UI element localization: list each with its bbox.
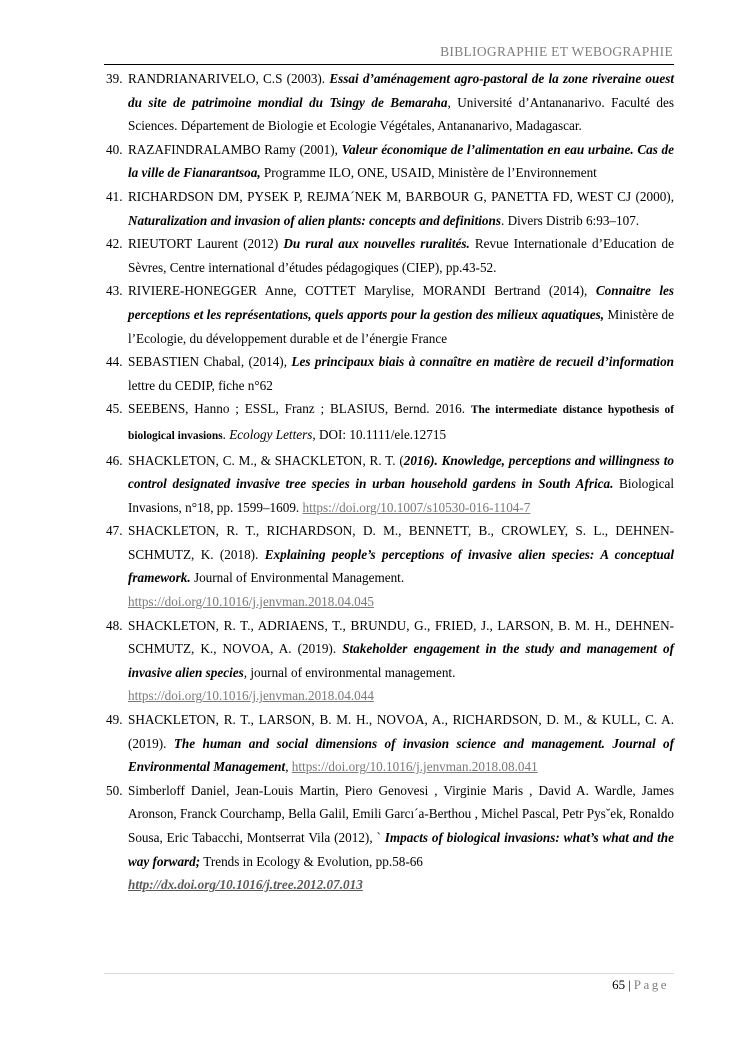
reference-number: 41.	[106, 188, 123, 204]
reference-details: , Université d’Antananarivo. Faculté des Sciences. Département de Biologie et Ecologie Végétales, Antananarivo, Madagascar.	[128, 94, 674, 134]
reference-item	[106, 279, 674, 350]
reference-title: Connaitre les perceptions et les représentations, quels apports pour la gestion des milieux aquatiques,	[128, 283, 674, 322]
reference-authors: RANDRIANARIVELO, C.S (2003).	[128, 71, 330, 86]
reference-number: 44.	[106, 354, 123, 370]
reference-item	[106, 449, 674, 520]
reference-title: Impacts of biological invasions: what’s what and the way forward;	[128, 830, 674, 869]
reference-title: Explaining people’s perceptions of invasive alien species: A conceptual framework.	[128, 546, 674, 586]
reference-item	[106, 350, 674, 397]
footer-separator: |	[628, 977, 631, 992]
reference-number: 50.	[106, 782, 123, 798]
reference-item	[106, 185, 674, 232]
running-header: BIBLIOGRAPHIE ET WEBOGRAPHIE	[440, 44, 673, 59]
reference-number: 48.	[106, 617, 123, 633]
reference-journal: Ecology Letters	[229, 426, 313, 442]
reference-authors: RIVIERE-HONEGGER Anne, COTTET Marylise, MORANDI Bertrand (2014),	[128, 283, 596, 299]
reference-item	[106, 232, 674, 279]
page-label: Page	[633, 977, 669, 992]
reference-title: Valeur économique de l’alimentation en eau urbaine. Cas de la ville de Fianarantsoa,	[128, 141, 674, 181]
reference-item	[106, 708, 674, 779]
reference-authors: RAZAFINDRALAMBO Ramy (2001),	[128, 141, 342, 157]
reference-item	[106, 138, 674, 185]
reference-details: Journal of Environmental Management.	[190, 570, 405, 586]
reference-title: Du rural aux nouvelles ruralités.	[283, 236, 470, 252]
reference-number: 46.	[106, 452, 123, 468]
reference-doi-link[interactable]: https://doi.org/10.1016/j.jenvman.2018.08.041	[291, 759, 538, 775]
reference-title: Les principaux biais à connaître en matière de recueil d’information	[291, 354, 674, 370]
reference-details: Ministère de l’Ecologie, du développement durable et de l’énergie France	[128, 306, 674, 346]
reference-authors: SHACKLETON, R. T., ADRIAENS, T., BRUNDU, G., FRIED, J., LARSON, B. M. H., DEHNEN-SCHMUTZ, K., NOVOA, A. (2019).	[128, 617, 674, 657]
reference-doi-link[interactable]: http://dx.doi.org/10.1016/j.tree.2012.07.013	[128, 877, 363, 893]
reference-authors: SHACKLETON, C. M., & SHACKLETON, R. T. (	[128, 452, 404, 468]
reference-details: Programme ILO, ONE, USAID, Ministère de l’Environnement	[260, 165, 597, 181]
reference-title: Essai d’aménagement agro-pastoral de la zone riveraine ouest du site de patrimoine mondial du Tsingy de Bemaraha	[128, 71, 674, 110]
header-divider	[104, 64, 674, 65]
reference-authors: SHACKLETON, R. T., LARSON, B. M. H., NOVOA, A., RICHARDSON, D. M., & KULL, C. A. (2019).	[128, 712, 674, 751]
reference-doi-link[interactable]: https://doi.org/10.1016/j.jenvman.2018.04.044	[128, 688, 374, 704]
reference-authors: SEBASTIEN Chabal, (2014),	[128, 354, 292, 370]
reference-details: ,	[285, 759, 292, 775]
reference-title: The human and social dimensions of invasion science and management. Journal of Environmental Management	[128, 735, 674, 775]
reference-number: 43.	[106, 283, 123, 299]
reference-number: 45.	[106, 401, 123, 417]
reference-item	[106, 519, 674, 613]
reference-authors: RICHARDSON DM, PYSEK P, REJMA´NEK M, BARBOUR G, PANETTA FD, WEST CJ (2000),	[128, 188, 674, 204]
reference-item	[106, 67, 674, 138]
reference-details: Biological Invasions, n°18, pp. 1599–1609.	[128, 476, 674, 515]
reference-details: Revue Internationale d’Education de Sèvres, Centre international d’études pédagogiques (CIEP), pp.43-52.	[128, 236, 674, 275]
reference-title: 2016). Knowledge, perceptions and willingness to control designated invasive tree species in urban household gardens in South Africa.	[128, 452, 674, 492]
reference-item	[106, 779, 674, 897]
footer-divider	[104, 973, 674, 974]
reference-details: , journal of environmental management.	[243, 664, 456, 680]
reference-number: 39.	[106, 71, 123, 86]
reference-list	[106, 67, 674, 897]
reference-number: 49.	[106, 712, 123, 728]
reference-title: The intermediate distance hypothesis of biological invasions	[128, 404, 674, 442]
reference-number: 40.	[106, 141, 123, 157]
reference-authors: SEEBENS, Hanno ; ESSL, Franz ; BLASIUS, Bernd. 2016.	[128, 401, 471, 417]
reference-details: Trends in Ecology & Evolution, pp.58-66	[200, 853, 423, 869]
reference-details: lettre du CEDIP, fiche n°62	[128, 377, 273, 393]
page-footer	[612, 977, 669, 993]
reference-doi-link[interactable]: https://doi.org/10.1007/s10530-016-1104-7	[302, 499, 531, 515]
reference-item	[106, 614, 674, 708]
reference-number: 42.	[106, 236, 123, 252]
reference-details: , DOI: 10.1111/ele.12715	[312, 426, 447, 442]
reference-doi-link[interactable]: https://doi.org/10.1016/j.jenvman.2018.04.045	[128, 594, 374, 610]
reference-authors: RIEUTORT Laurent (2012)	[128, 236, 284, 252]
reference-title: Naturalization and invasion of alien plants: concepts and definitions	[128, 212, 501, 228]
reference-number: 47.	[106, 523, 123, 539]
reference-details: . Divers Distrib 6:93–107.	[500, 212, 640, 228]
reference-authors: SHACKLETON, R. T., RICHARDSON, D. M., BENNETT, B., CROWLEY, S. L., DEHNEN-SCHMUTZ, K. (2018).	[128, 523, 674, 562]
reference-authors: Simberloff Daniel, Jean-Louis Martin, Piero Genovesi , Virginie Maris , David A. Wardle, James Aronson, Franck Courchamp, Bella Galil, Emili Garcı´a-Berthou , Michel Pascal, Petr Pysˇek, Ronaldo Sousa, Eric Tabacchi, Montserrat Vila (2012), `	[128, 782, 674, 845]
reference-title: Stakeholder engagement in the study and management of invasive alien species	[128, 641, 674, 680]
page-number: 65	[612, 977, 626, 992]
reference-item: 45. SEEBENS, Hanno ; ESSL, Franz ; BLASIUS, Bernd. 2016. The intermediate distance hypothesis of biological invasions. Ecology Letters, DOI: 10.1111/ele.12715	[106, 397, 674, 448]
